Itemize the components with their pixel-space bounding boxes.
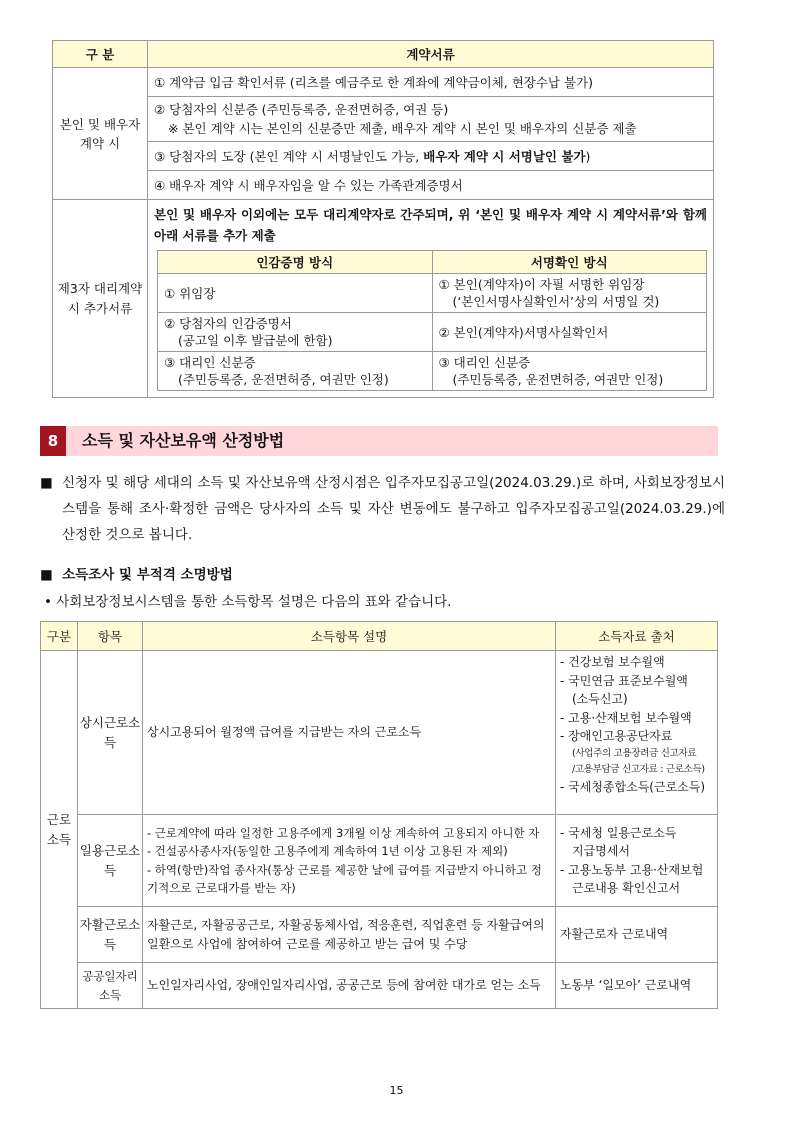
self-doc-2	[148, 97, 714, 142]
self-doc-4: ④ 배우자 계약 시 배우자임을 알 수 있는 가족관계증명서	[148, 171, 714, 200]
source-line: 근로내용 확인신고서	[572, 881, 681, 895]
col-header-desc: 소득항목 설명	[143, 622, 556, 651]
desc-regular: 상시고용되어 월정액 급여를 지급받는 자의 근로소득	[143, 651, 556, 815]
desc-line: - 근로계약에 따라 일정한 고용주에게 3개월 이상 계속하여 고용되지 아니한 자	[147, 825, 540, 840]
source-daily	[556, 815, 718, 907]
proxy-sign-3-note: (주민등록증, 운전면허증, 여권만 인정)	[452, 372, 664, 387]
source-line: - 고용노동부 고용·산재보험	[560, 862, 704, 877]
source-line: 지급명세서	[572, 844, 630, 858]
source-line: - 고용·산재보험 보수월액	[560, 710, 692, 725]
self-doc-2-main: ② 당첨자의 신분증 (주민등록증, 운전면허증, 여권 등)	[154, 102, 449, 117]
self-doc-2-note: ※ 본인 계약 시는 본인의 신분증만 제출, 배우자 계약 시 본인 및 배우자의 신분증 제출	[168, 121, 637, 136]
col-header-category: 구 분	[53, 41, 148, 68]
self-doc-3	[148, 142, 714, 171]
self-doc-3-close: )	[585, 149, 591, 164]
section-number: 8	[40, 426, 66, 456]
proxy-sign-3-main: ③ 대리인 신분증	[438, 355, 531, 370]
source-line: - 국세청 일용근로소득	[560, 825, 677, 840]
source-line: (소득신고)	[572, 692, 628, 706]
group-earned-income: 근로소득	[41, 651, 78, 1009]
desc-line: - 건설공사종사자(동일한 고용주에게 계속하여 1년 이상 고용된 자 제외)	[147, 844, 508, 858]
contract-documents-table	[52, 40, 714, 398]
self-contract-category: 본인 및 배우자 계약 시	[53, 68, 148, 200]
subheading	[40, 563, 233, 583]
self-doc-1: ① 계약금 입금 확인서류 (리츠를 예금주로 한 계좌에 계약금이체, 현장수납 불가)	[148, 68, 714, 97]
proxy-sign-1	[432, 274, 707, 313]
section-title: 소득 및 자산보유액 산정방법	[82, 431, 285, 450]
proxy-sign-1-main: ① 본인(계약자)이 자필 서명한 위임장	[438, 277, 645, 292]
proxy-seal-3-main: ③ 대리인 신분증	[164, 355, 256, 370]
proxy-cell	[148, 200, 714, 398]
item-public-job: 공공일자리소득	[78, 963, 143, 1009]
source-regular	[556, 651, 718, 815]
income-paragraph	[40, 470, 725, 548]
col-signature-method: 서명확인 방식	[432, 251, 707, 274]
square-bullet-icon: ■	[40, 567, 63, 583]
col-header-item: 항목	[78, 622, 143, 651]
self-doc-3-bold: 배우자 계약 시 서명날인 불가	[423, 149, 586, 164]
item-self-support: 자활근로소득	[78, 907, 143, 963]
desc-self-support: 자활근로, 자활공공근로, 자활공동체사업, 적응훈련, 직업훈련 등 자활급여의 일환으로 사업에 참여하여 근로를 제공하고 받는 급여 및 수당	[143, 907, 556, 963]
proxy-sign-1-note: (‘본인서명사실확인서’상의 서명일 것)	[452, 294, 660, 309]
proxy-seal-3-note: (주민등록증, 운전면허증, 여권만 인정)	[178, 372, 389, 387]
source-public-job: 노동부 ‘일모아’ 근로내역	[556, 963, 718, 1009]
col-header-group: 구분	[41, 622, 78, 651]
page-number: 15	[389, 1084, 404, 1097]
desc-daily	[143, 815, 556, 907]
source-line: - 건강보험 보수월액	[560, 655, 665, 669]
item-regular: 상시근로소득	[78, 651, 143, 815]
proxy-seal-2-note: (공고일 이후 발급분에 한함)	[178, 333, 333, 348]
bullet-line	[44, 590, 451, 610]
proxy-docs-table	[157, 250, 707, 391]
proxy-sign-3	[432, 352, 707, 391]
source-line: - 장애인고용공단자료	[560, 729, 673, 743]
bullet-text: 사회보장정보시스템을 통한 소득항목 설명은 다음의 표와 같습니다.	[56, 594, 452, 610]
desc-public-job: 노인일자리사업, 장애인일자리사업, 공공근로 등에 참여한 대가로 얻는 소득	[143, 963, 556, 1009]
desc-line: - 하역(항만)작업 종사자(통상 근로를 제공한 날에 급여를 지급받지 아니하고 정기적으로 근로대가를 받는 자)	[147, 862, 542, 895]
col-seal-method: 인감증명 방식	[158, 251, 433, 274]
col-header-docs: 계약서류	[148, 41, 714, 68]
item-daily: 일용근로소득	[78, 815, 143, 907]
col-header-source: 소득자료 출처	[556, 622, 718, 651]
proxy-category: 제3자 대리계약 시 추가서류	[53, 200, 148, 398]
proxy-seal-3	[158, 352, 433, 391]
source-line: - 국세청종합소득(근로소득)	[560, 779, 706, 794]
source-self-support: 자활근로자 근로내역	[556, 907, 718, 963]
proxy-seal-2	[158, 313, 433, 352]
square-bullet-icon: ■	[40, 475, 53, 491]
section-header	[40, 426, 718, 456]
income-paragraph-text: 신청자 및 해당 세대의 소득 및 자산보유액 산정시점은 입주자모집공고일(2024.03.29.)로 하며, 사회보장정보시스템을 통해 조사·확정한 금액은 당사자의 소득 및 자산 변동에도 불구하고 입주자모집공고일(2024.03.29.)에 산정한 것으로 봅니다.	[62, 475, 725, 543]
proxy-intro: 본인 및 배우자 이외에는 모두 대리계약자로 간주되며, 위 ‘본인 및 배우자 계약 시 계약서류’와 함께 아래 서류를 추가 제출	[154, 207, 707, 243]
source-line: (사업주의 고용장려금 신고자료	[572, 747, 697, 759]
source-line: /고용부담금 신고자료 : 근로소득)	[572, 763, 705, 775]
subheading-text: 소득조사 및 부적격 소명방법	[62, 567, 233, 583]
proxy-seal-2-main: ② 당첨자의 인감증명서	[164, 316, 292, 331]
income-items-table	[40, 621, 718, 1009]
self-doc-3-text: ③ 당첨자의 도장 (본인 계약 시 서명날인도 가능,	[154, 149, 424, 164]
dot-bullet-icon: •	[44, 594, 57, 610]
proxy-sign-2: ② 본인(계약자)서명사실확인서	[432, 313, 707, 352]
proxy-seal-1: ① 위임장	[158, 274, 433, 313]
source-line: - 국민연금 표준보수월액	[560, 673, 688, 688]
